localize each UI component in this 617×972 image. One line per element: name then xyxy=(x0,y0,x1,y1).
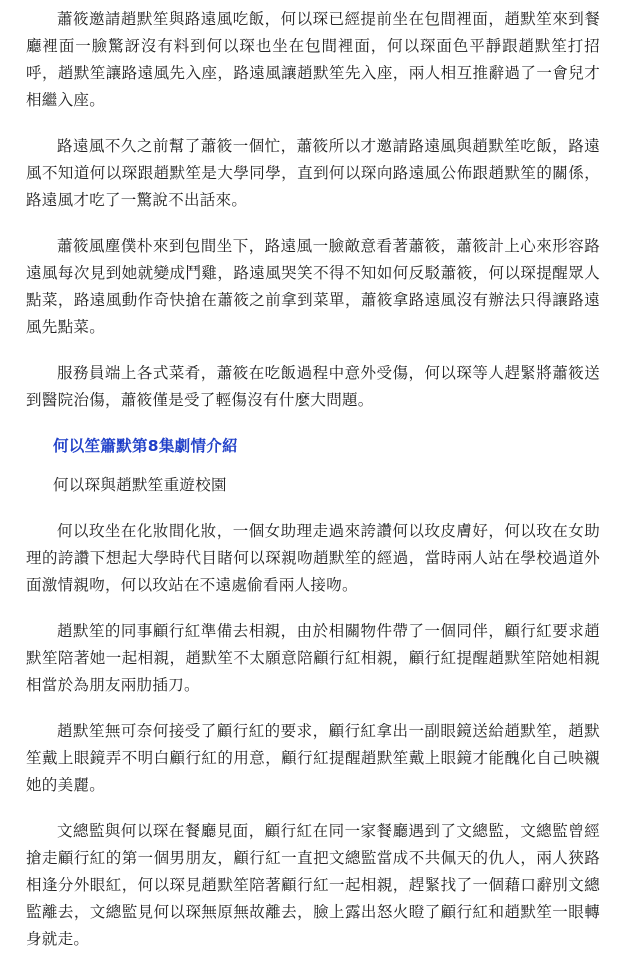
episode-8-heading-link[interactable]: 何以笙簫默第8集劇情介紹 xyxy=(53,437,238,455)
paragraph-blind-date-request: 趙默笙的同事顧行紅準備去相親，由於相關物件帶了一個同伴，顧行紅要求趙默笙陪著她一起相親，趙默笙不太願意陪顧行紅相親，顧行紅提醒趙默笙陪她相親相當於為朋友兩肋插刀。 xyxy=(26,622,600,694)
article-body xyxy=(26,6,600,972)
episode-subtitle: 何以琛與趙默笙重遊校園 xyxy=(53,476,227,494)
paragraph-relationship-reveal: 路遠風不久之前幫了蕭筱一個忙，蕭筱所以才邀請路遠風與趙默笙吃飯，路遠風不知道何以琛跟趙默笙是大學同學，直到何以琛向路遠風公佈跟趙默笙的關係，路遠風才吃了一驚說不出話來。 xyxy=(26,137,600,209)
paragraph-dinner-invitation: 蕭筱邀請趙默笙與路遠風吃飯，何以琛已經提前坐在包間裡面，趙默笙來到餐廳裡面一臉驚訝沒有料到何以琛也坐在包間裡面，何以琛面色平靜跟趙默笙打招呼，趙默笙讓路遠風先入座，路遠風讓趙默笙先入座，兩人相互推辭過了一會兒才相繼入座。 xyxy=(26,10,600,109)
paragraph-glasses: 趙默笙無可奈何接受了顧行紅的要求，顧行紅拿出一副眼鏡送給趙默笙，趙默笙戴上眼鏡弄不明白顧行紅的用意，顧行紅提醒趙默笙戴上眼鏡才能醜化自己映襯她的美麗。 xyxy=(26,722,600,794)
paragraph-ordering-dishes: 蕭筱風塵僕朴來到包間坐下，路遠風一臉敵意看著蕭筱，蕭筱計上心來形容路遠風每次見到她就變成鬥雞，路遠風哭笑不得不知如何反駁蕭筱，何以琛提醒眾人點菜，路遠風動作奇快搶在蕭筱之前拿到菜單，蕭筱拿路遠風沒有辦法只得讓路遠風先點菜。 xyxy=(26,237,600,336)
paragraph-makeup-room: 何以玫坐在化妝間化妝，一個女助理走過來誇讚何以玫皮膚好，何以玫在女助理的誇讚下想起大學時代目睹何以琛親吻趙默笙的經過，當時兩人站在學校過道外面激情親吻，何以玫站在不遠處偷看兩人接吻。 xyxy=(26,522,600,594)
paragraph-hospital: 服務員端上各式菜肴，蕭筱在吃飯過程中意外受傷，何以琛等人趕緊將蕭筱送到醫院治傷，蕭筱僅是受了輕傷沒有什麼大問題。 xyxy=(26,364,600,409)
paragraph-restaurant-meeting: 文總監與何以琛在餐廳見面，顧行紅在同一家餐廳遇到了文總監，文總監曾經搶走顧行紅的第一個男朋友，顧行紅一直把文總監當成不共佩天的仇人，兩人狹路相逢分外眼紅，何以琛見趙默笙陪著顧行紅一起相親，趕緊找了一個藉口辭別文總監離去，文總監見何以琛無原無故離去，臉上露出怒火瞪了顧行紅和趙默笙一眼轉身就走。 xyxy=(26,822,600,948)
